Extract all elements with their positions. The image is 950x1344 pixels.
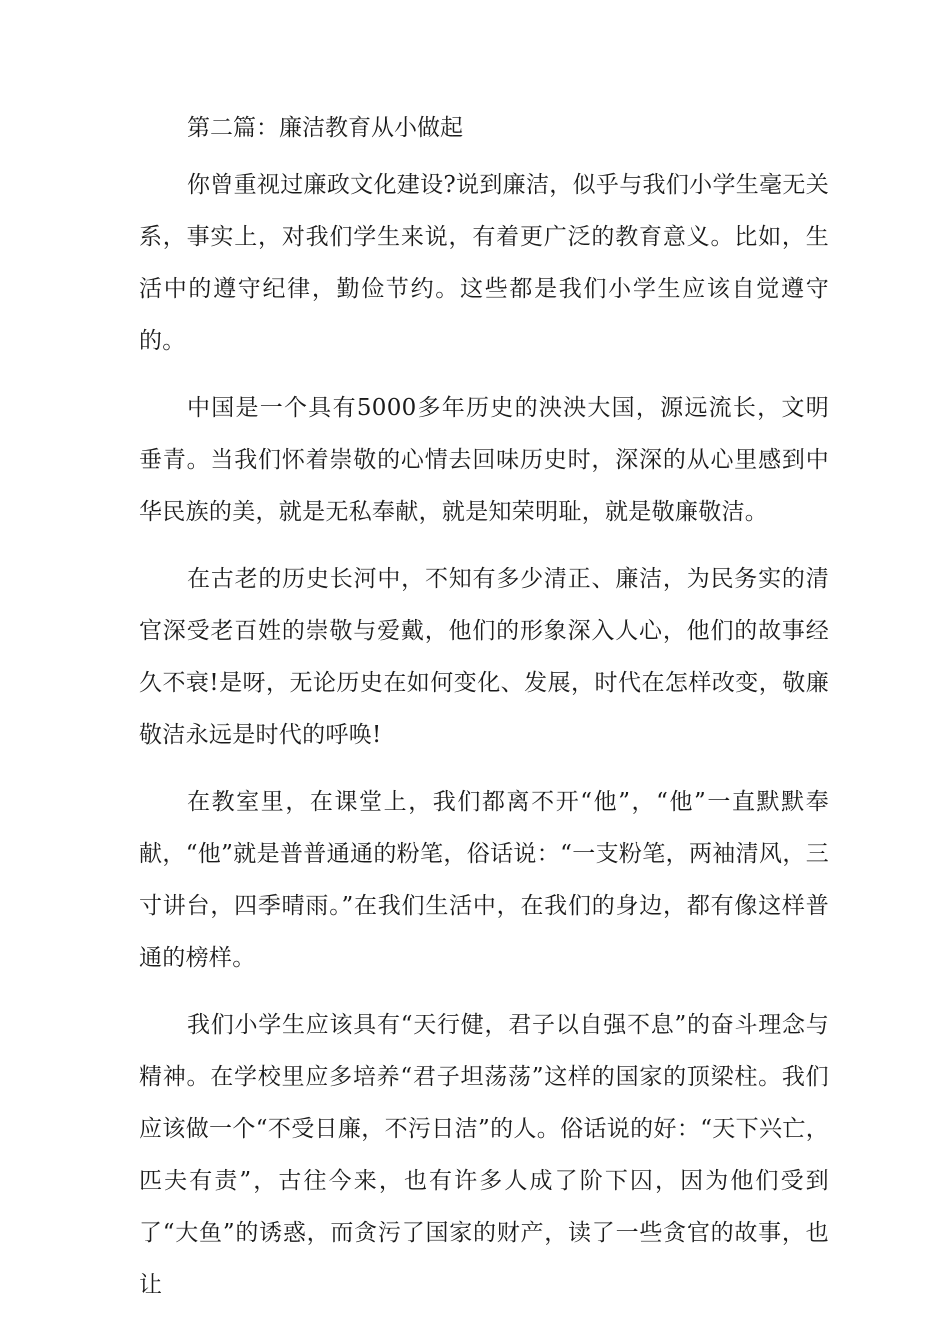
paragraph-3: 在古老的历史长河中，不知有多少清正、廉洁，为民务实的清官深受老百姓的崇敬与爱戴，他们的形象深入人心，他们的故事经久不衰!是呀，无论历史在如何变化、发展，时代在怎样改变，敬廉敬洁永远是时代的呼唤! <box>139 566 829 748</box>
document-title: 第二篇：廉洁教育从小做起 <box>187 115 463 141</box>
paragraph-1: 你曾重视过廉政文化建设?说到廉洁，似乎与我们小学生毫无关系，事实上，对我们学生来说，有着更广泛的教育意义。比如，生活中的遵守纪律，勤俭节约。这些都是我们小学生应该自觉遵守的。 <box>139 172 829 354</box>
paragraph-4: 在教室里，在课堂上，我们都离不开“他”，“他”一直默默奉献，“他”就是普普通通的粉笔，俗话说：“一支粉笔，两袖清风，三寸讲台，四季晴雨。”在我们生活中，在我们的身边，都有像这样普通的榜样。 <box>139 789 829 971</box>
paragraph-2: 中国是一个具有5000多年历史的泱泱大国，源远流长，文明垂青。当我们怀着崇敬的心情去回味历史时，深深的从心里感到中华民族的美，就是无私奉献，就是知荣明耻，就是敬廉敬洁。 <box>139 395 829 525</box>
document-body <box>139 159 829 1311</box>
paragraph-5: 我们小学生应该具有“天行健，君子以自强不息”的奋斗理念与精神。在学校里应多培养“君子坦荡荡”这样的国家的顶梁柱。我们应该做一个“不受日廉，不污日洁”的人。俗话说的好：“天下兴亡，匹夫有责”，古往今来，也有许多人成了阶下囚，因为他们受到了“大鱼”的诱惑，而贪污了国家的财产，读了一些贪官的故事，也让 <box>139 1012 829 1298</box>
